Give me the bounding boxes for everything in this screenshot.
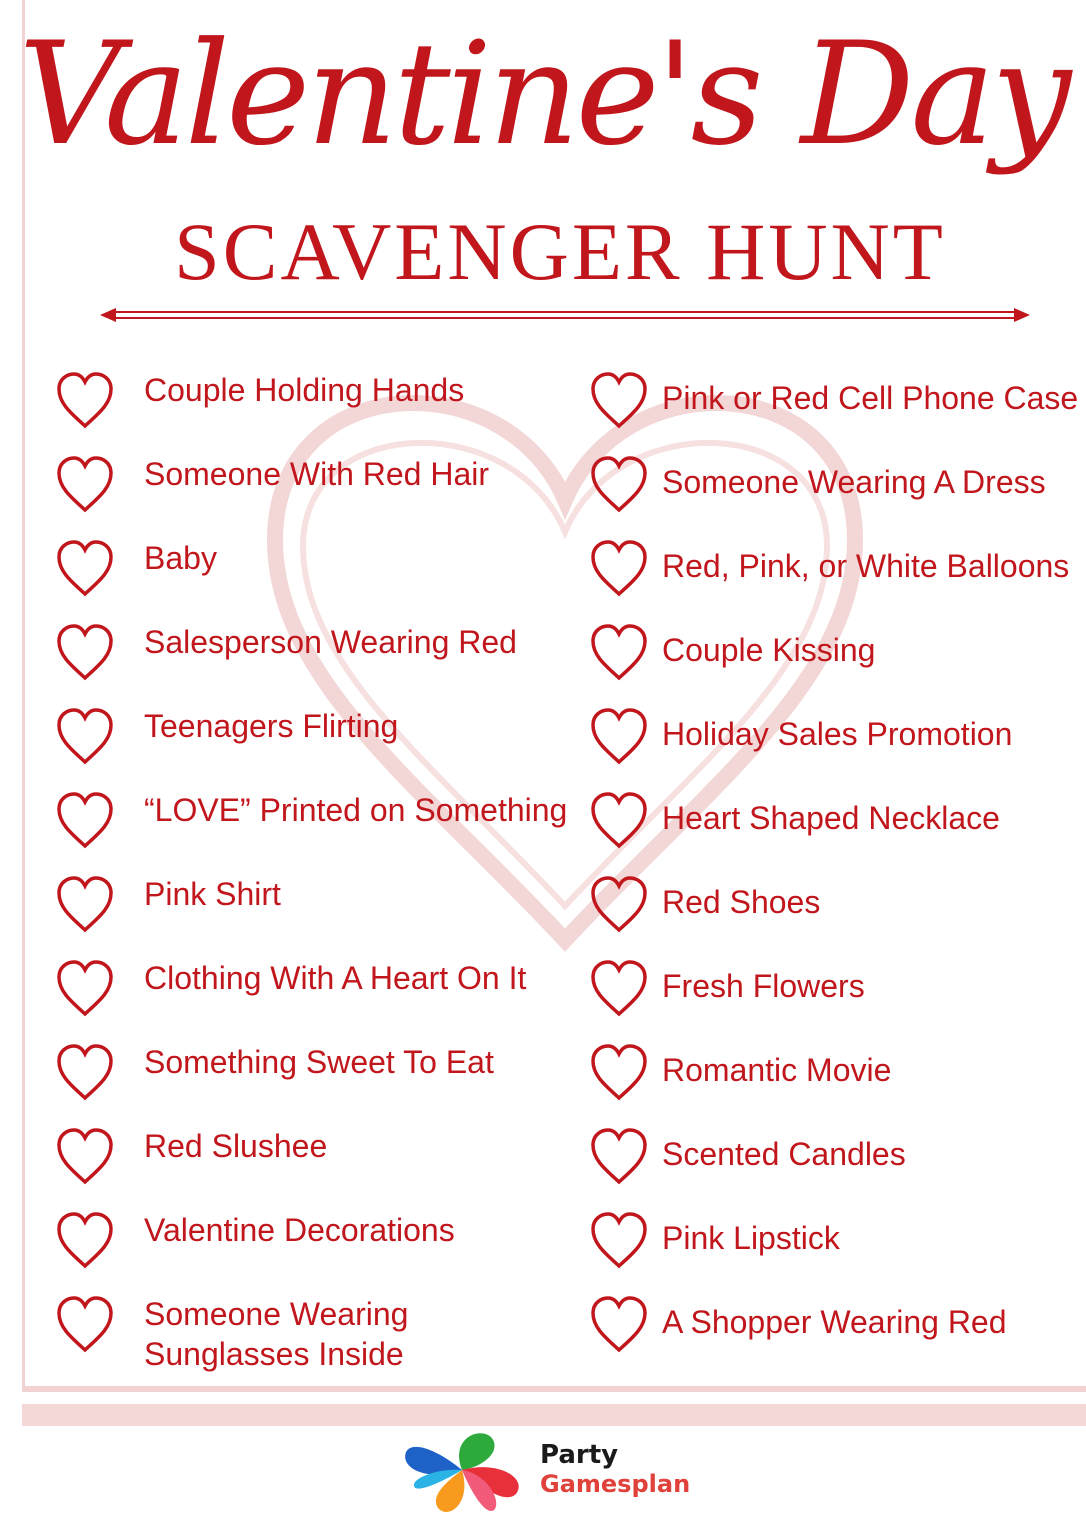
item-label: Red Shoes bbox=[662, 884, 821, 920]
list-item bbox=[588, 446, 1086, 530]
heart-outline-icon bbox=[588, 958, 650, 1020]
brand-logo[interactable] bbox=[398, 1424, 698, 1524]
list-item bbox=[588, 362, 1086, 446]
heart-outline-icon bbox=[588, 706, 650, 768]
list-item bbox=[54, 698, 574, 782]
heart-outline-icon bbox=[588, 874, 650, 936]
heart-outline-icon bbox=[588, 1042, 650, 1104]
list-item bbox=[54, 866, 574, 950]
heart-outline-icon bbox=[588, 454, 650, 516]
list-item bbox=[588, 1118, 1086, 1202]
item-label: Salesperson Wearing Red bbox=[144, 624, 517, 660]
bottom-band bbox=[22, 1404, 1086, 1426]
item-label: Couple Kissing bbox=[662, 632, 876, 668]
list-item bbox=[54, 950, 574, 1034]
right-checklist bbox=[588, 362, 1086, 1370]
list-item bbox=[54, 1286, 574, 1370]
list-item bbox=[588, 866, 1086, 950]
heart-outline-icon bbox=[54, 370, 116, 432]
item-label: Someone Wearing A Dress bbox=[662, 464, 1046, 500]
item-label: Romantic Movie bbox=[662, 1052, 892, 1088]
heart-outline-icon bbox=[54, 1042, 116, 1104]
heart-outline-icon bbox=[54, 538, 116, 600]
item-label: A Shopper Wearing Red bbox=[662, 1304, 1007, 1340]
list-item bbox=[588, 698, 1086, 782]
list-item bbox=[54, 1202, 574, 1286]
list-item bbox=[588, 1286, 1086, 1370]
item-label: Pink or Red Cell Phone Case bbox=[662, 380, 1079, 416]
list-item bbox=[588, 782, 1086, 866]
item-label: Pink Lipstick bbox=[662, 1220, 840, 1256]
heart-outline-icon bbox=[588, 1294, 650, 1356]
heart-outline-icon bbox=[588, 790, 650, 852]
list-item bbox=[54, 530, 574, 614]
page-subtitle: SCAVENGER HUNT bbox=[174, 206, 946, 297]
brand-name-party: Party bbox=[540, 1440, 619, 1470]
item-label: Scented Candles bbox=[662, 1136, 906, 1172]
list-item bbox=[54, 446, 574, 530]
list-item bbox=[54, 1118, 574, 1202]
item-label: Clothing With A Heart On It bbox=[144, 960, 527, 996]
item-label: Someone Wearing Sunglasses Inside bbox=[144, 1296, 409, 1372]
heart-outline-icon bbox=[54, 622, 116, 684]
item-label: Fresh Flowers bbox=[662, 968, 865, 1004]
item-label: Red Slushee bbox=[144, 1128, 328, 1164]
heart-outline-icon bbox=[54, 1294, 116, 1356]
heart-outline-icon bbox=[588, 370, 650, 432]
item-label: Someone With Red Hair bbox=[144, 456, 490, 492]
arrow-divider bbox=[100, 300, 1030, 330]
item-label: Baby bbox=[144, 540, 217, 576]
item-label: Something Sweet To Eat bbox=[144, 1044, 494, 1080]
item-label: Valentine Decorations bbox=[144, 1212, 455, 1248]
heart-outline-icon bbox=[54, 706, 116, 768]
item-label: Teenagers Flirting bbox=[144, 708, 399, 744]
heart-outline-icon bbox=[588, 622, 650, 684]
item-label: Holiday Sales Promotion bbox=[662, 716, 1013, 752]
heart-outline-icon bbox=[588, 538, 650, 600]
heart-outline-icon bbox=[54, 1126, 116, 1188]
list-item bbox=[54, 362, 574, 446]
heart-outline-icon bbox=[54, 790, 116, 852]
heart-outline-icon bbox=[54, 874, 116, 936]
list-item bbox=[54, 614, 574, 698]
list-item bbox=[54, 1034, 574, 1118]
page-title: Valentine's Day bbox=[18, 12, 1068, 177]
heart-outline-icon bbox=[54, 1210, 116, 1272]
list-item bbox=[588, 1034, 1086, 1118]
item-label: Pink Shirt bbox=[144, 876, 281, 912]
list-item bbox=[54, 782, 574, 866]
list-item bbox=[588, 530, 1086, 614]
list-item bbox=[588, 1202, 1086, 1286]
item-label: Red, Pink, or White Balloons bbox=[662, 548, 1070, 584]
left-checklist bbox=[54, 362, 574, 1370]
item-label: Couple Holding Hands bbox=[144, 372, 465, 408]
list-item bbox=[588, 614, 1086, 698]
heart-outline-icon bbox=[588, 1210, 650, 1272]
heart-outline-icon bbox=[588, 1126, 650, 1188]
item-label: “LOVE” Printed on Something bbox=[144, 792, 568, 828]
heart-outline-icon bbox=[54, 958, 116, 1020]
brand-name-gamesplan: Gamesplan bbox=[540, 1470, 691, 1498]
pinwheel-logo-icon bbox=[398, 1424, 532, 1520]
item-label: Heart Shaped Necklace bbox=[662, 800, 1000, 836]
list-item bbox=[588, 950, 1086, 1034]
heart-outline-icon bbox=[54, 454, 116, 516]
